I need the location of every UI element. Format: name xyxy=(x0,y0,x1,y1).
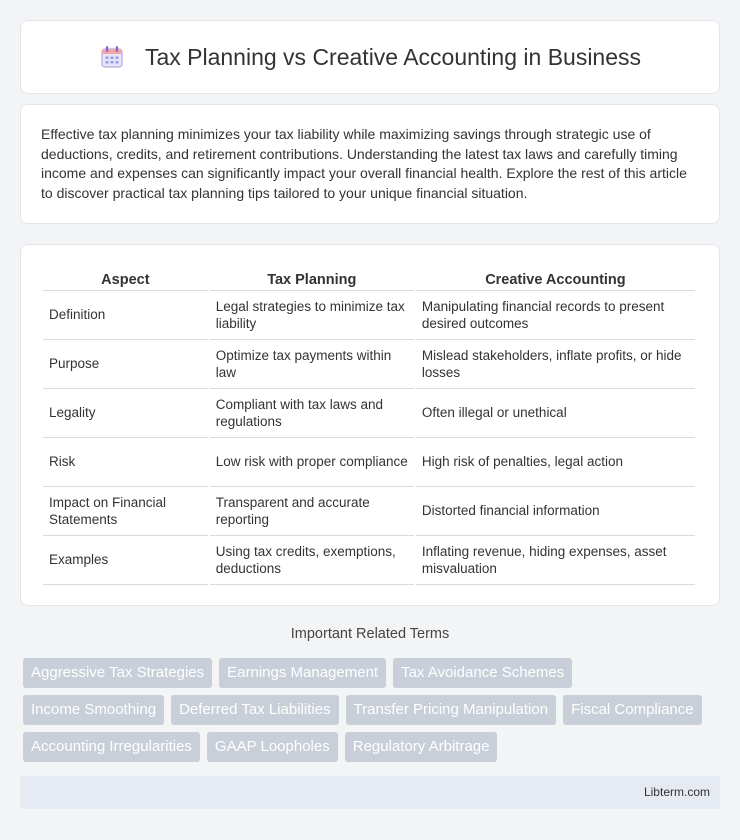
table-cell: Impact on Financial Statements xyxy=(43,487,208,536)
page-title: Tax Planning vs Creative Accounting in Business xyxy=(144,43,642,70)
table-cell: Risk xyxy=(43,438,208,487)
footer-site-link[interactable]: Libterm.com xyxy=(643,785,710,799)
title-card xyxy=(20,20,720,94)
related-term-tag[interactable]: Tax Avoidance Schemes xyxy=(393,658,572,688)
related-term-tag[interactable]: Fiscal Compliance xyxy=(563,695,702,725)
table-cell: Legality xyxy=(43,389,208,438)
table-cell: Definition xyxy=(43,291,208,340)
table-header-row xyxy=(43,265,695,291)
column-header-tax-planning: Tax Planning xyxy=(210,265,414,291)
calendar-icon xyxy=(99,44,125,70)
intro-paragraph: Effective tax planning minimizes your tax liability while maximizing savings through strategic use of deductions, credits, and retirement contributions. Understanding the latest tax laws and carefully timing income and expenses can significantly impact your overall financial health. Explore the rest of this article to discover practical tax planning tips tailored to your unique financial situation. xyxy=(41,126,687,201)
table-cell: Using tax credits, exemptions, deductions xyxy=(210,536,414,585)
table-cell: Optimize tax payments within law xyxy=(210,340,414,389)
table-row xyxy=(43,291,695,340)
table-row xyxy=(43,438,695,487)
table-cell: Manipulating financial records to present desired outcomes xyxy=(416,291,695,340)
column-header-creative-accounting: Creative Accounting xyxy=(416,265,695,291)
table-cell: Mislead stakeholders, inflate profits, or hide losses xyxy=(416,340,695,389)
table-cell: High risk of penalties, legal action xyxy=(416,438,695,487)
table-cell: Legal strategies to minimize tax liability xyxy=(210,291,414,340)
comparison-table xyxy=(41,265,697,585)
column-header-aspect: Aspect xyxy=(43,265,208,291)
related-term-tag[interactable]: Accounting Irregularities xyxy=(23,732,200,762)
table-row xyxy=(43,536,695,585)
comparison-card xyxy=(20,244,720,606)
footer xyxy=(20,776,720,809)
intro-card xyxy=(20,104,720,224)
related-term-tag[interactable]: Earnings Management xyxy=(219,658,386,688)
related-term-tag[interactable]: Aggressive Tax Strategies xyxy=(23,658,212,688)
table-cell: Purpose xyxy=(43,340,208,389)
table-cell: Compliant with tax laws and regulations xyxy=(210,389,414,438)
table-row xyxy=(43,389,695,438)
table-row xyxy=(43,487,695,536)
related-term-tag[interactable]: Regulatory Arbitrage xyxy=(345,732,498,762)
related-term-tag[interactable]: Income Smoothing xyxy=(23,695,164,725)
table-row xyxy=(43,340,695,389)
table-cell: Distorted financial information xyxy=(416,487,695,536)
table-cell: Often illegal or unethical xyxy=(416,389,695,438)
table-cell: Transparent and accurate reporting xyxy=(210,487,414,536)
related-terms-heading: Important Related Terms xyxy=(290,626,450,642)
related-terms-list xyxy=(23,658,723,762)
table-cell: Low risk with proper compliance xyxy=(210,438,414,487)
table-cell: Inflating revenue, hiding expenses, asset misvaluation xyxy=(416,536,695,585)
related-term-tag[interactable]: GAAP Loopholes xyxy=(207,732,338,762)
table-cell: Examples xyxy=(43,536,208,585)
related-term-tag[interactable]: Deferred Tax Liabilities xyxy=(171,695,338,725)
related-term-tag[interactable]: Transfer Pricing Manipulation xyxy=(346,695,557,725)
